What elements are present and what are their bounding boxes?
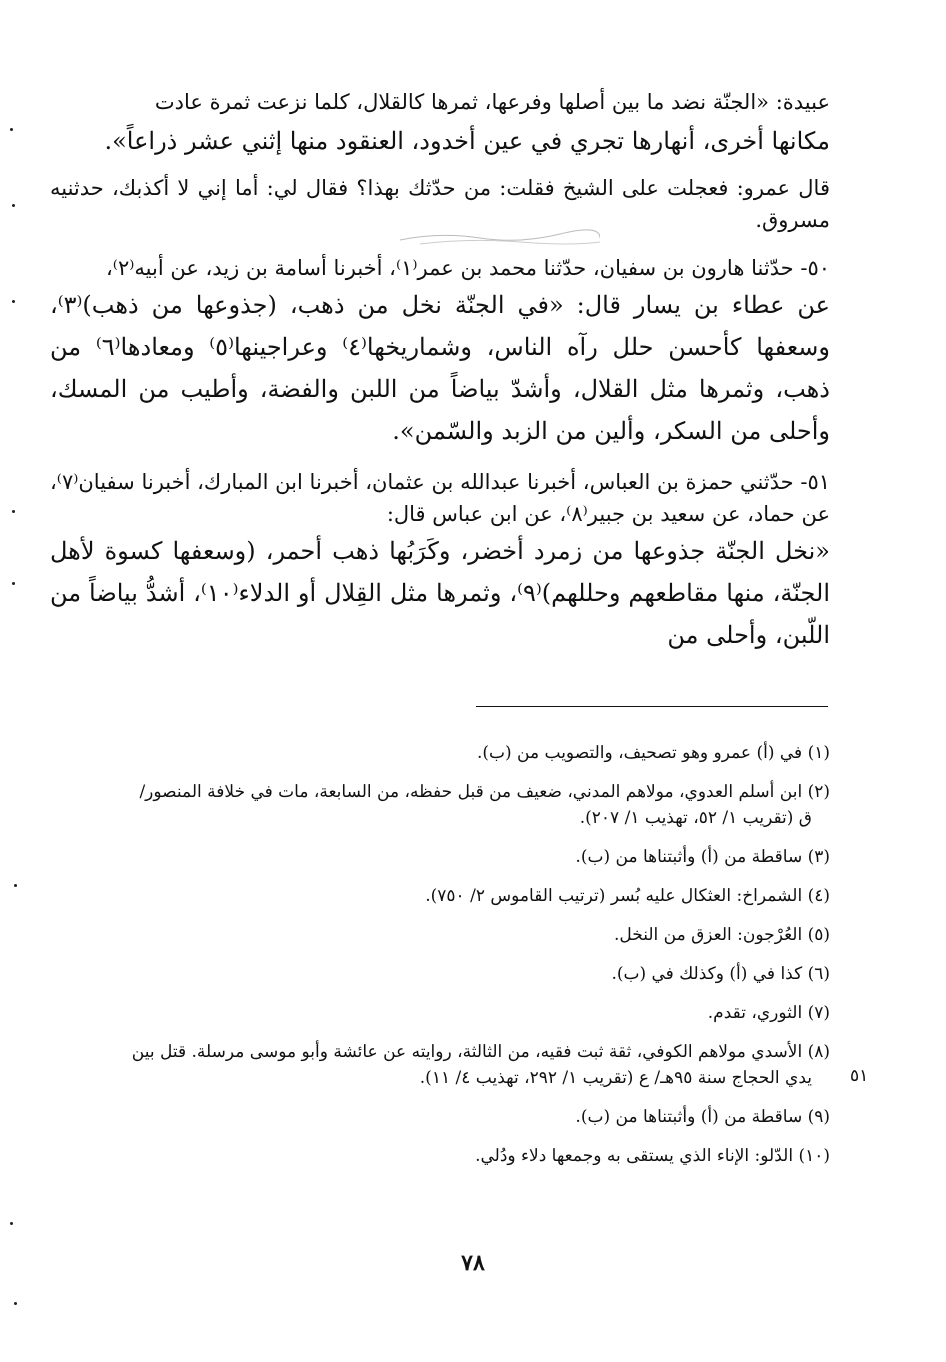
footnote-6: (٦) كذا في (أ) وكذلك في (ب). [611, 964, 830, 984]
footnote-3: (٣) ساقطة من (أ) وأثبتناها من (ب). [575, 847, 830, 867]
footnote-4: (٤) الشمراخ: العثكال عليه بُسر (ترتيب القاموس ٢/ ٧٥٠). [425, 886, 830, 906]
page-number: ٧٨ [461, 1250, 485, 1276]
paragraph-2: قال عمرو: فعجلت على الشيخ فقلت: من حدّثك بهذا؟ فقال لي: أما إني لا أكذبك، حدثنيه مسروق. [50, 176, 830, 232]
footnote-1: (١) في (أ) عمرو وهو تصحيف، والتصويب من (ب). [476, 743, 830, 763]
hadith-50-chain: ٥٠- حدّثنا هارون بن سفيان، حدّثنا محمد بن عمر⁽١⁾، أخبرنا أسامة بن زيد، عن أبيه⁽٢⁾، [106, 256, 830, 280]
scan-speck [12, 204, 15, 207]
scan-speck [12, 510, 15, 513]
paragraph-1-continued: مكانها أخرى، أنهارها تجري في عين أخدود، العنقود منها إثني عشر ذراعاً». [104, 127, 830, 155]
footnote-8: (٨) الأسدي مولاهم الكوفي، ثقة ثبت فقيه، من الثالثة، روايته عن عائشة وأبو موسى مرسلة. قتل بين [131, 1042, 830, 1062]
footnote-9: (٩) ساقطة من (أ) وأثبتناها من (ب). [575, 1107, 830, 1127]
hadith-50-text: عن عطاء بن يسار قال: «في الجنّة نخل من ذهب، (جذوعها من ذهب)⁽٣⁾، وسعفها كأحسن حلل رآه الناس، وشماريخها⁽٤⁾ وعراجينها⁽٥⁾ ومعادها⁽٦⁾ من ذهب، وثمرها مثل القلال، وأشدّ بياضاً من اللبن والفضة، وأطيب من المسك، وأحلى من السكر، وألين من الزبد والسّمن». [50, 291, 830, 445]
footnote-2-continued: ق (تقريب ١/ ٥٢، تهذيب ١/ ٢٠٧). [579, 808, 812, 828]
footnote-7: (٧) الثوري، تقدم. [707, 1003, 830, 1023]
scan-speck [14, 884, 17, 887]
footnote-10: (١٠) الدّلو: الإناء الذي يستقى به وجمعها دلاء ودُلي. [475, 1146, 830, 1166]
margin-number: ٥١ [850, 1066, 869, 1086]
footnotes [40, 740, 830, 1182]
scan-speck [12, 582, 15, 585]
main-text [50, 86, 830, 666]
hadith-51-text: «نخل الجنّة جذوعها من زمرد أخضر، وكَرَبُها ذهب أحمر، (وسعفها كسوة لأهل الجنّة، منها مقاطعهم وحللهم)⁽٩⁾، وثمرها مثل القِلال أو الدلاء⁽١٠⁾، أشدُّ بياضاً من اللّبن، وأحلى من [50, 537, 831, 649]
footnote-8-continued: يدي الحجاج سنة ٩٥هـ/ ع (تقريب ١/ ٢٩٢، تهذيب ٤/ ١١). [419, 1068, 812, 1088]
ink-smudge [400, 228, 600, 248]
footnote-5: (٥) العُرْجون: العزق من النخل. [613, 925, 830, 945]
footnote-separator [476, 706, 828, 707]
scan-speck [14, 1302, 17, 1305]
paragraph-1: عبيدة: «الجنّة نضد ما بين أصلها وفرعها، ثمرها كالقلال، كلما نزعت ثمرة عادت [154, 90, 830, 114]
footnote-2: (٢) ابن أسلم العدوي، مولاهم المدني، ضعيف من قبل حفظه، من السابعة، مات في خلافة المنصور/ [139, 782, 830, 802]
hadith-51-chain: ٥١- حدّثني حمزة بن العباس، أخبرنا عبدالله بن عثمان، أخبرنا ابن المبارك، أخبرنا سفيان⁽٧⁾، عن حماد، عن سعيد بن جبير⁽٨⁾، عن ابن عباس قال: [50, 470, 830, 526]
scan-speck [12, 300, 15, 303]
scan-speck [10, 128, 13, 131]
scan-speck [10, 1222, 13, 1225]
